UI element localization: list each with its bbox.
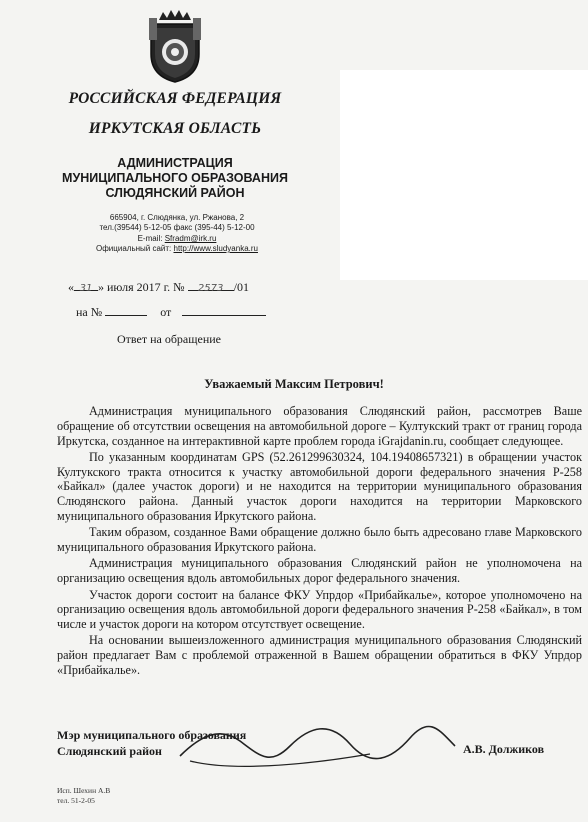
ref-from: от bbox=[160, 305, 172, 319]
admin-line-2: МУНИЦИПАЛЬНОГО ОБРАЗОВАНИЯ bbox=[62, 171, 288, 185]
number-field: 2573 bbox=[188, 280, 234, 291]
reference-line bbox=[76, 305, 266, 320]
blank-area bbox=[340, 70, 588, 280]
email-line bbox=[72, 234, 282, 245]
date-month-year: июля 2017 г. bbox=[107, 280, 171, 294]
signatory-title-line-1: Мэр муниципального образования bbox=[57, 728, 247, 742]
email-link[interactable]: Sfradm@irk.ru bbox=[164, 234, 217, 243]
country-heading: РОССИЙСКАЯ ФЕДЕРАЦИЯ bbox=[68, 90, 282, 107]
region-heading: ИРКУТСКАЯ ОБЛАСТЬ bbox=[88, 120, 262, 137]
paragraph-6: На основании вышеизложенного администрация муниципального образования Слюдянский район предлагает Вам с проблемой отраженной в Вашем обращении обратиться в ФКУ Упрдор «Прибайкалье». bbox=[57, 633, 582, 678]
coat-of-arms-icon bbox=[145, 8, 205, 84]
admin-line-3: СЛЮДЯНСКИЙ РАЙОН bbox=[105, 186, 245, 200]
phones: тел.(39544) 5-12-05 факс (395-44) 5-12-00 bbox=[99, 223, 255, 232]
site-label: Официальный сайт: bbox=[96, 244, 174, 253]
signatory-title-line-2: Слюдянский район bbox=[57, 744, 162, 758]
footer bbox=[57, 786, 110, 806]
paragraph-1: Администрация муниципального образования Слюдянский район, рассмотрев Ваше обращение об отсутствии освещения на автомобильной дороге – Култукский тракт от границ города Иркутска, созданное на интерактивной карте проблем города iGrajdanin.ru, сообщает следующее. bbox=[57, 404, 582, 448]
number-label: № bbox=[173, 280, 185, 294]
paragraph-5: Участок дороги состоит на балансе ФКУ Упрдор «Прибайкалье», которое уполномочено на организацию освещения вдоль автомобильной дороги федерального значения Р-258 «Байкал», в том числе и участок дороги на котором отсутствует освещение. bbox=[57, 587, 582, 632]
ref-number-blank bbox=[105, 305, 147, 316]
paragraph-3: Таким образом, созданное Вами обращение должно было быть адресовано главе Марковского муниципального образования Иркутского района. bbox=[57, 525, 582, 555]
site-link[interactable]: http://www.sludyanka.ru bbox=[173, 244, 258, 253]
ref-date-blank bbox=[182, 305, 266, 316]
site-line bbox=[72, 244, 282, 255]
handwritten-signature bbox=[160, 716, 460, 776]
executor-phone: тел. 51-2-05 bbox=[57, 796, 95, 805]
address: 665904, г. Слюдянка, ул. Ржанова, 2 bbox=[109, 213, 245, 222]
salutation: Уважаемый Максим Петрович! bbox=[204, 377, 384, 391]
number-suffix: /01 bbox=[233, 280, 249, 294]
admin-line-1: АДМИНИСТРАЦИЯ bbox=[117, 156, 233, 170]
date-line: « 31 » июля 2017 г. № 2573 /01 bbox=[68, 280, 249, 294]
date-day-field: 31 bbox=[74, 280, 98, 291]
letter-body bbox=[57, 404, 582, 679]
subject: Ответ на обращение bbox=[117, 332, 221, 346]
paragraph-4: Администрация муниципального образования Слюдянский район не уполномочена на организацию освещения вдоль автомобильных дорог федерального значения. bbox=[57, 556, 582, 586]
executor: Исп. Шехин А.В bbox=[57, 786, 111, 795]
paragraph-2: По указанным координатам GPS (52.261299630324, 104.19408657321) в обращении участок Култукского тракта относится к участку автомобильной дороги федерального значения Р-258 «Байкал» (далее участок дороги) и не находится на территории муниципального образования Слюдянского района. Данный участок дороги находится на территории Марковского муниципального образования Иркутского района. bbox=[57, 449, 582, 524]
ref-prefix: на № bbox=[76, 305, 103, 319]
email-label: E-mail: bbox=[137, 234, 165, 243]
signatory-name: А.В. Должиков bbox=[463, 742, 545, 756]
